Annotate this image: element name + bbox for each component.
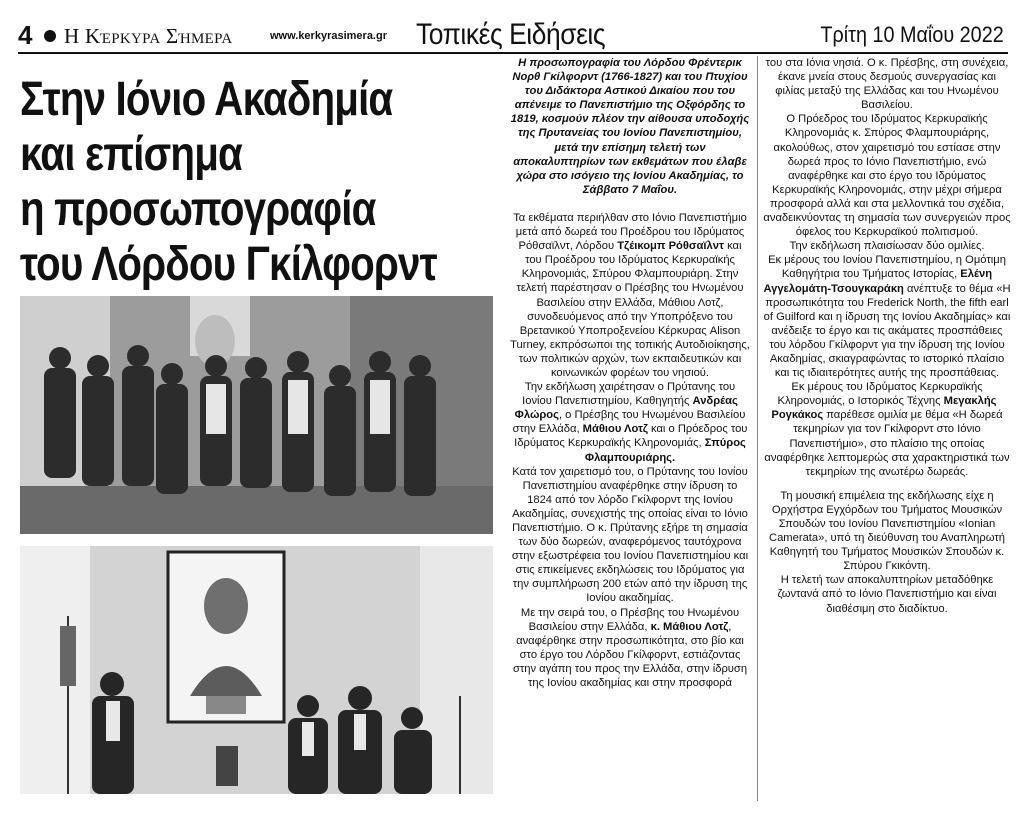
headline-line: του Λόρδου Γκίλφορντ (20, 238, 437, 291)
column-divider (757, 56, 758, 801)
headline-line: και επίσημα (20, 128, 242, 181)
paragraph-gap (762, 479, 1012, 489)
article-headline (20, 72, 437, 292)
page-number: 4 (18, 20, 33, 50)
group-photo (20, 296, 493, 534)
article-paragraph: Η τελετή των αποκαλυπτηρίων μεταδόθηκε ζωντανά από το Ιόνιο Πανεπιστήμιο και είναι διαθέσιμη στο διαδίκτυο. (777, 574, 997, 615)
article-paragraph: Με την σειρά του, ο Πρέσβης του Ηνωμένου Βασιλείου στην Ελλάδα, κ. Μάθιου Λοτζ, αναφέρθηκε στην προσωπικότητα, στο βίο και στο έργο του Λόρδου Γκίλφορντ, εστιάζοντας στην αγάπη του προς την Ελλάδα, στην ίδρυση της Ιονίου ακαδημίας και στην προσφορά (512, 606, 748, 690)
article-paragraph: Εκ μέρους του Ιδρύματος Κερκυραϊκής Κληρονομιάς, ο Ιστορικός Τέχνης Μεγακλής Ρογκάκος παρέθεσε ομιλία με θέμα «Η δωρεά τεκμηρίων για τον Γκίλφορντ στο Ιόνιο Πανεπιστήμιο», στο πλαίσιο της οποίας αναφέρθηκε λεπτομερώς στα χαρακτηριστικά των τεκμηρίων της ανωτέρω δωρεάς. (764, 381, 1010, 478)
article-paragraph: Κατά τον χαιρετισμό του, ο Πρύτανης του Ιονίου Πανεπιστημίου αναφέρθηκε στην ίδρυση το 1824 από τον λόρδο Γκίλφορντ της Ιονίου Ακαδημίας, συνεχιστής της οποίας είναι το Ιόνιο Πανεπιστήμιο. Ο κ. Πρύτανης εξήρε τη σημασία των δύο δωρεών, αναφερόμενος ταυτόχρονα στην εξωστρέφεια του Ιονίου Πανεπιστημίου και στις επικείμενες εκδηλώσεις του Ιδρύματος για την συμπλήρωση 200 ετών από την ίδρυση της Ιονίου ακαδημίας. (511, 465, 749, 605)
article-column-2 (762, 56, 1012, 616)
article-paragraph: Ο Πρόεδρος του Ιδρύματος Κερκυραϊκής Κληρονομιάς κ. Σπύρος Φλαμπουριάρης, ακολούθως, στον χαιρετισμό του εστίασε στην δωρεά προς το Ιόνιο Πανεπιστήμιο, ενώ αναφέρθηκε και στο έργο του Ιδρύματος Κερκυραϊκής Κληρονομιάς, στην μέχρι σήμερα προσφορά αλλά και στα μελλοντικά του σχέδια, αναδεικνύοντας τη σημασία των συνεργειών προς όφελος του Κερκυραϊκού πολιτισμού. (763, 113, 1011, 239)
headline-line: Στην Ιόνιο Ακαδημία (20, 73, 393, 126)
article-column-1 (510, 56, 750, 690)
article-paragraph: Τη μουσική επιμέλεια της εκδήλωσης είχε η Ορχήστρα Εγχόρδων του Τμήματος Μουσικών Σπουδών του Ιονίου Πανεπιστημίου «Ionian Camerata», υπό τη διεύθυνση του Αναπληρωτή Καθηγητή του Τμήματος Μουσικών Σπουδών κ. Σπύρου Γκικόντη. (769, 489, 1005, 573)
publication-logo-dot (44, 30, 56, 42)
article-intro: Η προσωπογραφία του Λόρδου Φρέντερικ Νορθ Γκίλφορντ (1766-1827) και του Πτυχίου του Διδάκτορα Αστικού Δικαίου που του απένειμε το Πανεπιστήμιο της Οξφόρδης το 1819, κοσμούν πλέον την αίθουσα υποδοχής της Πρυτανείας του Ιονίου Πανεπιστημίου, μετά την επίσημη τελετή των αποκαλυπτηρίων των εκθεμάτων που έλαβε χώρα στο ισόγειο της Ιονίου Ακαδημίας, το Σάββατο 7 Μαΐου. (510, 57, 750, 196)
article-paragraph: Εκ μέρους του Ιονίου Πανεπιστημίου, η Ομότιμη Καθηγήτρια του Τμήματος Ιστορίας, Ελένη Αγγελομάτη-Τσουγκαράκη ανέπτυξε το θέμα «Η προσωπικότητα του Frederick North, the fifth earl of Guilford και η ίδρυση της Ιονίου Ακαδημίας» και ανέδειξε το έργο και τις ακάματες προσπάθειες του λόρδου Γκίλφορντ για την ίδρυση της Ιονίου Ακαδημίας, σκιαγραφώντας το ιστορικό πλαίσιο και τις ιδιαιτερότητες αυτής της προσπάθειας. (763, 254, 1011, 380)
article-paragraph: του στα Ιόνια νησιά. Ο κ. Πρέσβης, στη συνέχεια, έκανε μνεία στους δεσμούς συνεργασίας και φιλίας μεταξύ της Ελλάδας και του Ηνωμένου Βασιλείου. (765, 57, 1009, 112)
article-paragraph: Τα εκθέματα περιήλθαν στο Ιόνιο Πανεπιστήμιο μετά από δωρεά του Προέδρου του Ιδρύματος Ρόθσαϊλντ, Λόρδου Τζέικομπ Ρόθσαϊλντ και του Προέδρου του Ιδρύματος Κερκυραϊκής Κληρονομιάς, Σπύρου Φλαμπουριάρη. Στην τελετή παρέστησαν ο Πρέσβης του Ηνωμένου Βασιλείου στην Ελλάδα, Μάθιου Λοτζ, συνοδευόμενος από την Υποπρόξενο του Βρετανικού Υποπροξενείου Κέρκυρας Alison Turney, εκπρόσωποι της τοπικής Αυτοδιοίκησης, των πολιτικών αρχών, των εκπαιδευτικών και κοινωνικών φορέων του νησιού. (510, 211, 750, 379)
group-photo-illustration (20, 296, 493, 534)
section-title: Τοπικές Ειδήσεις (416, 18, 606, 51)
article-paragraph: Την εκδήλωση πλαισίωσαν δύο ομιλίες. (789, 240, 985, 253)
publication-name: Η Κέρκυρα Σήμερα (64, 24, 233, 48)
page-header (18, 18, 1008, 52)
headline-line: η προσωπογραφία (20, 183, 376, 236)
header-rule (18, 52, 1008, 54)
article-paragraph: Την εκδήλωση χαιρέτησαν ο Πρύτανης του Ιονίου Πανεπιστημίου, Καθηγητής Ανδρέας Φλώρος, ο Πρέσβης του Ηνωμένου Βασιλείου στην Ελλάδα, Μάθιου Λοτζ και ο Πρόεδρος του Ιδρύματος Κερκυραϊκής Κληρονομιάς, Σπύρος Φλαμπουριάρης. (512, 381, 748, 464)
website-link[interactable]: www.kerkyrasimera.gr (270, 30, 387, 42)
portrait-unveiling-photo (20, 546, 493, 794)
issue-date: Τρίτη 10 Μαΐου 2022 (820, 22, 1004, 47)
unveiling-photo-illustration (20, 546, 493, 794)
